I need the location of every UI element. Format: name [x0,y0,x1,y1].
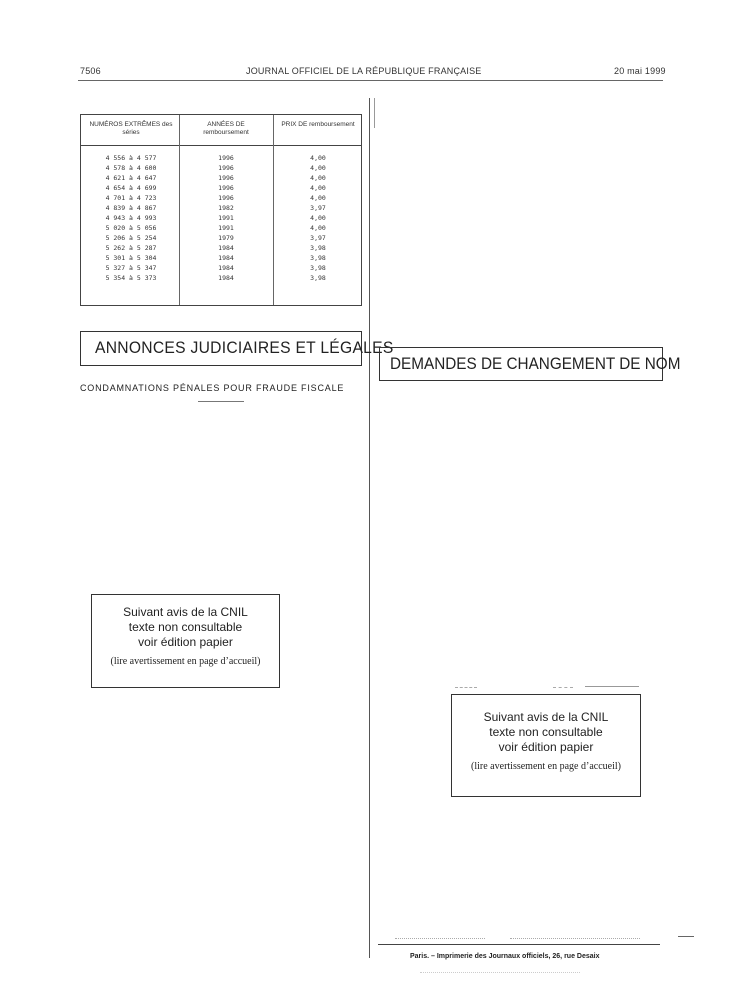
table-cell-year: 1979 [218,234,234,242]
table-cell-series: 4 621 à 4 647 [105,174,157,182]
table-cell-year: 1984 [218,274,234,282]
notice-note: (lire avertissement en page d’accueil) [471,761,621,772]
table-cell-price: 3,98 [310,274,326,282]
notice-line: texte non consultable [128,620,243,634]
short-rule [198,401,244,402]
table-cell-series: 5 327 à 5 347 [105,264,157,272]
table-cell-series: 4 578 à 4 600 [105,164,157,172]
table-row [81,263,361,273]
dashed-rule [455,687,477,688]
scan-noise [420,972,580,973]
table-row [81,213,361,223]
table-cell-price: 4,00 [310,164,326,172]
table-cell-year: 1996 [218,194,234,202]
table-row [81,153,361,163]
table-cell-series: 4 556 à 4 577 [105,154,157,162]
table-cell-year: 1982 [218,204,234,212]
table-cell-price: 3,98 [310,254,326,262]
margin-rule [678,936,694,937]
table-cell-price: 3,98 [310,264,326,272]
table-header-price: PRIX DE remboursement [281,121,355,128]
table-row [81,273,361,283]
table-row [81,243,361,253]
notice-line: Suivant avis de la CNIL [483,710,609,724]
table-cell-price: 3,97 [310,234,326,242]
cnil-notice-right [451,694,641,797]
column-divider [369,98,370,958]
table-header-rule [81,145,361,146]
table-cell-year: 1984 [218,244,234,252]
reimbursement-table [80,114,362,306]
cnil-notice-left [91,594,280,688]
table-row [81,223,361,233]
table-cell-price: 4,00 [310,174,326,182]
table-cell-price: 4,00 [310,184,326,192]
header-rule [78,80,663,81]
table-cell-series: 5 262 à 5 287 [105,244,157,252]
table-cell-year: 1996 [218,174,234,182]
section-box-annonces [80,331,394,366]
table-cell-price: 4,00 [310,154,326,162]
table-cell-price: 3,98 [310,244,326,252]
journal-title: JOURNAL OFFICIEL DE LA RÉPUBLIQUE FRANÇAISE [246,66,482,76]
dotted-rule [395,938,485,939]
table-cell-price: 4,00 [310,224,326,232]
notice-line: voir édition papier [498,740,594,754]
rule [585,686,639,687]
table-row [81,163,361,173]
table-row [81,173,361,183]
table-cell-series: 5 020 à 5 056 [105,224,157,232]
table-cell-year: 1996 [218,164,234,172]
section-box-changement-nom [379,347,681,381]
notice-line: voir édition papier [138,635,233,649]
table-row [81,253,361,263]
column-divider-mark [374,98,375,128]
table-row [81,193,361,203]
table-cell-year: 1984 [218,264,234,272]
table-row [81,183,361,193]
dotted-rule [510,938,640,939]
table-row [81,233,361,243]
table-cell-series: 5 206 à 5 254 [105,234,157,242]
table-cell-year: 1991 [218,224,234,232]
notice-line: Suivant avis de la CNIL [123,605,248,619]
section-title-changement-nom: DEMANDES DE CHANGEMENT DE NOM [390,354,681,373]
section-subtitle: CONDAMNATIONS PÉNALES POUR FRAUDE FISCALE [80,383,345,393]
table-cell-year: 1996 [218,154,234,162]
table-cell-series: 4 654 à 4 699 [105,184,157,192]
notice-line: texte non consultable [489,725,603,739]
table-cell-price: 4,00 [310,214,326,222]
table-cell-series: 4 943 à 4 993 [105,214,157,222]
table-cell-series: 5 301 à 5 304 [105,254,157,262]
table-row [81,203,361,213]
table-body [81,153,361,283]
page-number: 7506 [80,66,101,76]
footer-rule [378,944,660,945]
notice-note: (lire avertissement en page d’accueil) [110,656,261,667]
section-title-annonces: ANNONCES JUDICIAIRES ET LÉGALES [95,338,394,357]
printer-footer: Paris. – Imprimerie des Journaux officiels, 26, rue Desaix [410,953,600,960]
table-cell-year: 1984 [218,254,234,262]
table-cell-year: 1991 [218,214,234,222]
issue-date: 20 mai 1999 [614,66,666,76]
table-cell-price: 4,00 [310,194,326,202]
table-cell-series: 4 701 à 4 723 [105,194,157,202]
table-cell-price: 3,97 [310,204,326,212]
table-cell-year: 1996 [218,184,234,192]
table-header-year: ANNÉES DE remboursement [203,121,249,136]
table-header-series: NUMÉROS EXTRÊMES des séries [89,121,173,136]
table-cell-series: 5 354 à 5 373 [105,274,157,282]
table-cell-series: 4 839 à 4 867 [105,204,157,212]
dashed-rule [553,687,573,688]
